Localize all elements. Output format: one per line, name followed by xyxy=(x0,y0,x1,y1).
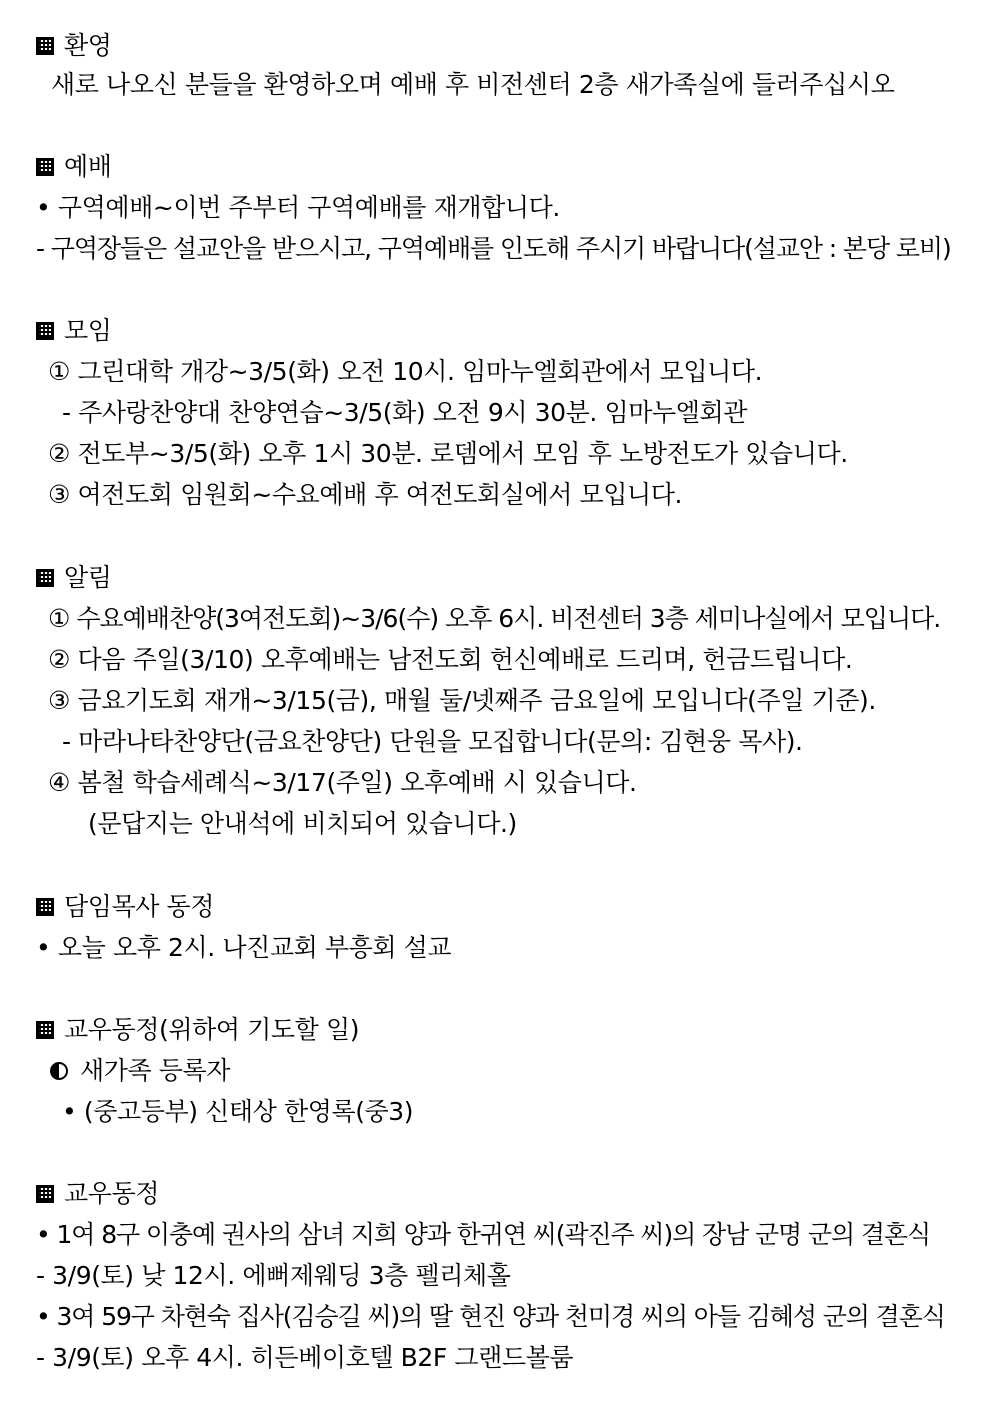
prayer-line-1: 새가족 등록자 xyxy=(50,1054,230,1088)
square-bullet-icon xyxy=(36,569,54,587)
section-heading-meetings: 모임 xyxy=(36,314,112,348)
section-heading-welcome: 환영 xyxy=(36,29,112,63)
worship-line-2: - 구역장들은 설교안을 받으시고, 구역예배를 인도해 주시기 바랍니다(설교안 : 본당 로비) xyxy=(36,234,951,263)
members-line-2: - 3/9(토) 낮 12시. 에뻐제웨딩 3층 펠리체홀 xyxy=(36,1261,511,1290)
square-bullet-icon xyxy=(36,1021,54,1039)
section-heading-prayer: 교우동정(위하여 기도할 일) xyxy=(36,1013,359,1047)
notices-line-3: ③ 금요기도회 재개~3/15(금), 매월 둘/넷째주 금요일에 모입니다(주일 기준). xyxy=(48,686,876,715)
notices-line-2: ② 다음 주일(3/10) 오후예배는 남전도회 헌신예배로 드리며, 헌금드립니다. xyxy=(48,645,853,674)
meetings-line-4: ③ 여전도회 임원회~수요예배 후 여전도회실에서 모입니다. xyxy=(48,480,683,509)
notices-line-1: ① 수요예배찬양(3여전도회)~3/6(수) 오후 6시. 비전센터 3층 세미나실에서 모입니다. xyxy=(48,604,941,633)
section-heading-pastor: 담임목사 동정 xyxy=(36,890,214,924)
meetings-line-3: ② 전도부~3/5(화) 오후 1시 30분. 로뎀에서 모임 후 노방전도가 있습니다. xyxy=(48,439,848,468)
meetings-line-2: - 주사랑찬양대 찬양연습~3/5(화) 오전 9시 30분. 임마누엘회관 xyxy=(62,398,748,427)
half-circle-icon xyxy=(50,1062,68,1080)
square-bullet-icon xyxy=(36,158,54,176)
meetings-line-1: ① 그린대학 개강~3/5(화) 오전 10시. 임마누엘회관에서 모입니다. xyxy=(48,357,763,386)
square-bullet-icon xyxy=(36,1185,54,1203)
notices-line-5: ④ 봄철 학습세례식~3/17(주일) 오후예배 시 있습니다. xyxy=(48,768,637,797)
notices-line-4: - 마라나타찬양단(금요찬양단) 단원을 모집합니다(문의: 김현웅 목사). xyxy=(62,727,803,756)
square-bullet-icon xyxy=(36,322,54,340)
prayer-line-2: • (중고등부) 신태상 한영록(중3) xyxy=(62,1097,414,1126)
square-bullet-icon xyxy=(36,37,54,55)
section-heading-members: 교우동정 xyxy=(36,1177,159,1211)
notices-line-6: (문답지는 안내석에 비치되어 있습니다.) xyxy=(88,809,517,838)
members-line-1: • 1여 8구 이충예 권사의 삼녀 지희 양과 한귀연 씨(곽진주 씨)의 장남 군명 군의 결혼식 xyxy=(36,1220,931,1249)
members-line-4: - 3/9(토) 오후 4시. 히든베이호텔 B2F 그랜드볼룸 xyxy=(36,1343,574,1372)
section-heading-notices: 알림 xyxy=(36,561,112,595)
pastor-line-1: • 오늘 오후 2시. 나진교회 부흥회 설교 xyxy=(36,933,452,962)
square-bullet-icon xyxy=(36,898,54,916)
worship-line-1: • 구역예배~이번 주부터 구역예배를 재개합니다. xyxy=(36,193,560,222)
members-line-3: • 3여 59구 차현숙 집사(김승길 씨)의 딸 현진 양과 천미경 씨의 아들 김혜성 군의 결혼식 xyxy=(36,1302,945,1331)
welcome-text: 새로 나오신 분들을 환영하오며 예배 후 비전센터 2층 새가족실에 들러주십시오 xyxy=(51,70,895,99)
section-heading-worship: 예배 xyxy=(36,150,112,184)
